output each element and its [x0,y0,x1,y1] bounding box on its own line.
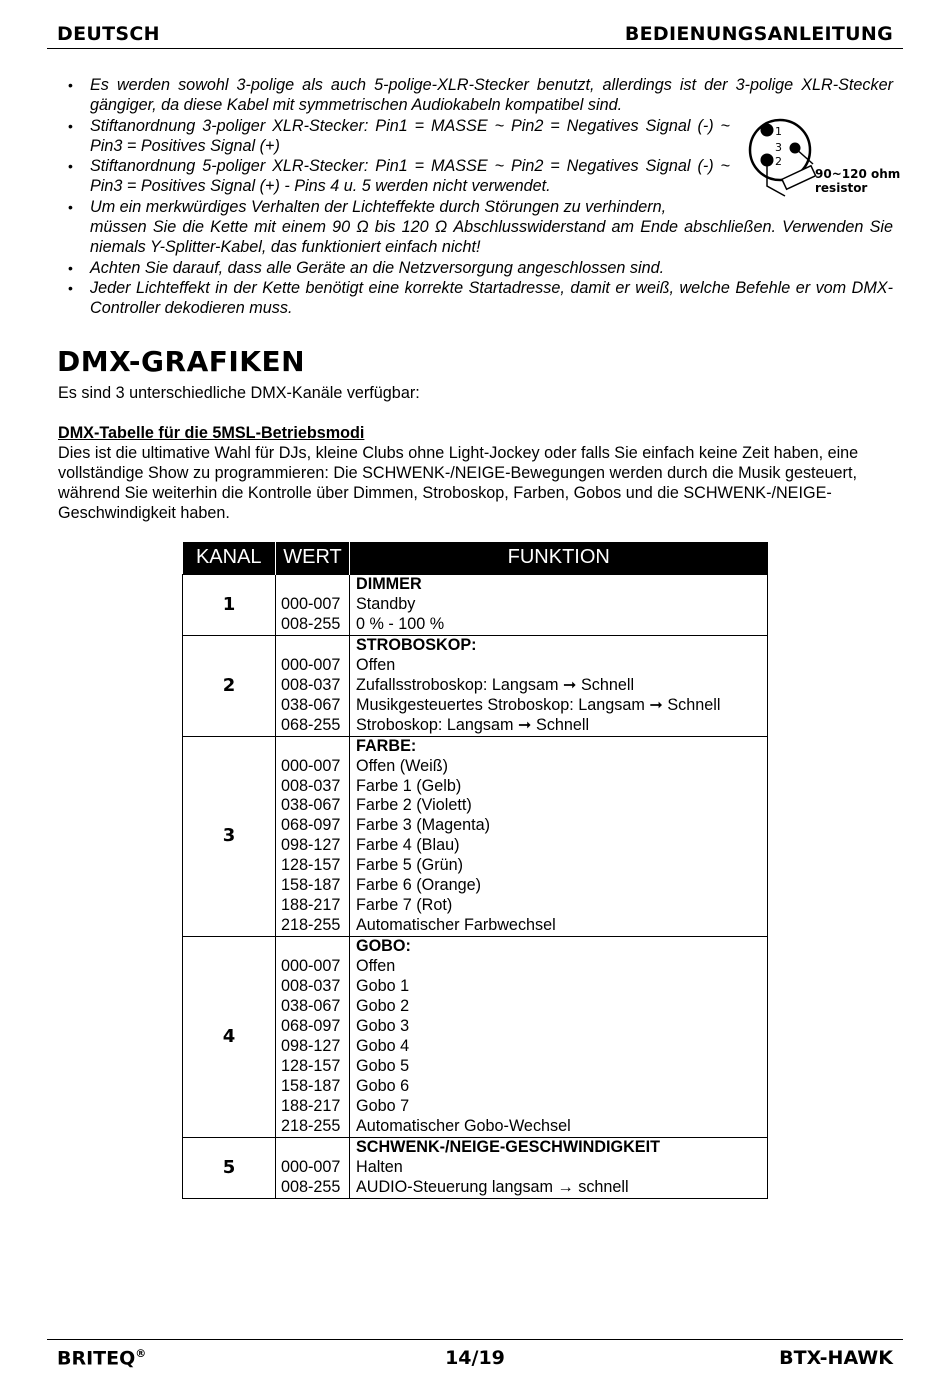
dmx-value-range: 068-255 [281,715,341,734]
function-description: Stroboskop: Langsam ➞ Schnell [356,715,590,734]
table-subtitle: DMX-Tabelle für die 5MSL-Betriebsmodi [58,424,365,442]
channel-number: 2 [183,635,276,736]
bullet-first-line: • Um ein merkwürdiges Verhalten der Lichteffekte durch Störungen zu verhindern, [90,197,667,216]
dmx-value-range: 128-157 [281,856,341,875]
page-footer [47,1339,903,1372]
function-description: Automatischer Gobo-Wechsel [356,1116,571,1135]
xlr-pin-diagram [735,108,905,208]
dmx-value-range: 008-255 [281,1177,341,1196]
dmx-value-range: 000-007 [281,594,341,613]
header-wert: WERT [276,542,350,575]
value-ranges [276,736,350,937]
function-description: Standby [356,594,416,613]
function-description: Offen [356,957,396,976]
function-description: Farbe 1 (Gelb) [356,776,462,795]
function-description: Farbe 7 (Rot) [356,896,453,915]
header-kanal: KANAL [183,542,276,575]
dmx-value-range: 098-127 [281,1036,341,1055]
dmx-value-range: 218-255 [281,1116,341,1135]
resistor-label: 90~120 ohm [815,167,901,181]
channel-number: 5 [183,1137,276,1198]
dmx-value-range: 000-007 [281,756,341,775]
table-row [183,736,768,937]
function-cell [350,1137,768,1198]
function-description: Farbe 5 (Grün) [356,856,464,875]
function-description: Gobo 1 [356,977,410,996]
dmx-value-range: 218-255 [281,916,341,935]
function-description: Farbe 6 (Orange) [356,876,482,895]
function-description: AUDIO-Steuerung langsam → schnell [356,1177,629,1196]
channel-number: 4 [183,937,276,1138]
channel-number: 3 [183,736,276,937]
function-cell [350,736,768,937]
function-description: Musikgesteuertes Stroboskop: Langsam ➞ Schnell [356,695,721,714]
dmx-value-range: 038-067 [281,796,341,815]
pin-dot [761,124,774,137]
dmx-value-range: 068-097 [281,1016,341,1035]
pin-label: 1 [775,125,782,138]
table-header-row [183,542,768,575]
resistor-icon [782,166,816,189]
function-description: Gobo 4 [356,1036,410,1055]
table-body [183,575,768,1199]
footer-model: BTX-HAWK [779,1347,893,1369]
function-description: Offen (Weiß) [356,756,449,775]
pin-label: 2 [775,155,782,168]
dmx-value-range: 158-187 [281,876,341,895]
dmx-value-range: 008-255 [281,614,341,633]
list-item: • Achten Sie darauf, dass alle Geräte an die Netzversorgung angeschlossen sind. [60,258,893,278]
dmx-value-range: 188-217 [281,1096,341,1115]
function-description: Gobo 7 [356,1096,410,1115]
function-description: Farbe 3 (Magenta) [356,816,491,835]
dmx-value-range: 008-037 [281,977,341,996]
dmx-value-range: 098-127 [281,836,341,855]
function-description: Gobo 6 [356,1076,410,1095]
channel-number: 1 [183,575,276,636]
function-description: Gobo 3 [356,1016,410,1035]
function-title: FARBE: [356,736,417,755]
dmx-value-range: 188-217 [281,896,341,915]
dmx-channel-table [182,542,768,1199]
bullet-continuation: müssen Sie die Kette mit einem 90 Ω bis 120 Ω Abschlusswiderstand am Ende abschließen. Verwenden Sie niemals Y-Splitter-Kabel, das funktioniert einfach nicht! [90,218,893,257]
list-item: • Jeder Lichteffekt in der Kette benötigt eine korrekte Startadresse, damit er weiß, welche Befehle er vom DMX-Controller dekodieren muss. [60,278,893,319]
function-description: Offen [356,655,396,674]
mode-description: Dies ist die ultimative Wahl für DJs, kleine Clubs ohne Light-Jockey oder falls Sie einfach keine Zeit haben, eine vollständige Show zu programmieren: Die SCHWENK-/NEIGE-Bewegungen werden durch die Musik gesteuert, während Sie weiterhin die Kontrolle über Dimmen, Stroboskop, Farben, Gobos und die SCHWENK-/NEIGE-Geschwindigkeit haben. [58,444,859,522]
dmx-value-range: 000-007 [281,1157,341,1176]
dmx-value-range: 000-007 [281,957,341,976]
xlr-connector-svg [735,108,905,208]
dmx-value-range: 038-067 [281,997,341,1016]
dmx-value-range: 128-157 [281,1056,341,1075]
function-title: STROBOSKOP: [356,635,477,654]
intro-text: Es sind 3 unterschiedliche DMX-Kanäle verfügbar: [58,384,420,402]
function-description: 0 % - 100 % [356,614,445,633]
table-row [183,1137,768,1198]
header-language: DEUTSCH [57,23,160,45]
function-description: Gobo 5 [356,1056,410,1075]
function-title: DIMMER [356,575,422,593]
table-row [183,635,768,736]
page-header [47,18,903,49]
brand-name: BRITEQ [57,1347,136,1370]
pin-label: 3 [775,141,782,154]
dmx-value-range: 000-007 [281,655,341,674]
function-description: Gobo 2 [356,997,410,1016]
function-title: GOBO: [356,937,411,956]
function-cell [350,575,768,636]
function-cell [350,937,768,1138]
function-cell [350,635,768,736]
list-item: • Stiftanordnung 5-poliger XLR-Stecker: Pin1 = MASSE ~ Pin2 = Negatives Signal (-) ~ Pin3 = Positives Signal (+) - Pins 4 u. 5 werden nicht verwendet. [60,156,730,197]
resistor-label: resistor [815,181,868,195]
dmx-value-range: 008-037 [281,776,341,795]
header-funktion: FUNKTION [350,542,768,575]
dmx-value-range: 068-097 [281,816,341,835]
registered-mark: ® [135,1347,147,1360]
dmx-value-range: 158-187 [281,1076,341,1095]
function-description: Farbe 4 (Blau) [356,836,460,855]
list-item: • Es werden sowohl 3-polige als auch 5-polige-XLR-Stecker benutzt, allerdings ist der 3-polige XLR-Stecker gängiger, da diese Kabel mit symmetrischen Audiokabeln kompatibel sind. [60,75,893,116]
function-description: Halten [356,1157,403,1176]
table-row [183,575,768,636]
value-ranges [276,1137,350,1198]
value-ranges [276,635,350,736]
function-description: Automatischer Farbwechsel [356,916,556,935]
list-item: • Stiftanordnung 3-poliger XLR-Stecker: Pin1 = MASSE ~ Pin2 = Negatives Signal (-) ~ Pin3 = Positives Signal (+) [60,116,730,157]
section-title: DMX-GRAFIKEN [57,345,306,378]
header-doc-type: BEDIENUNGSANLEITUNG [624,23,893,45]
function-description: Farbe 2 (Violett) [356,796,472,815]
function-description: Zufallsstroboskop: Langsam ➞ Schnell [356,675,635,694]
dmx-value-range: 008-037 [281,675,341,694]
page-number: 14/19 [445,1347,505,1369]
dmx-value-range: 038-067 [281,695,341,714]
function-title: SCHWENK-/NEIGE-GESCHWINDIGKEIT [356,1137,660,1156]
value-ranges [276,937,350,1138]
value-ranges [276,575,350,636]
table-row [183,937,768,1138]
